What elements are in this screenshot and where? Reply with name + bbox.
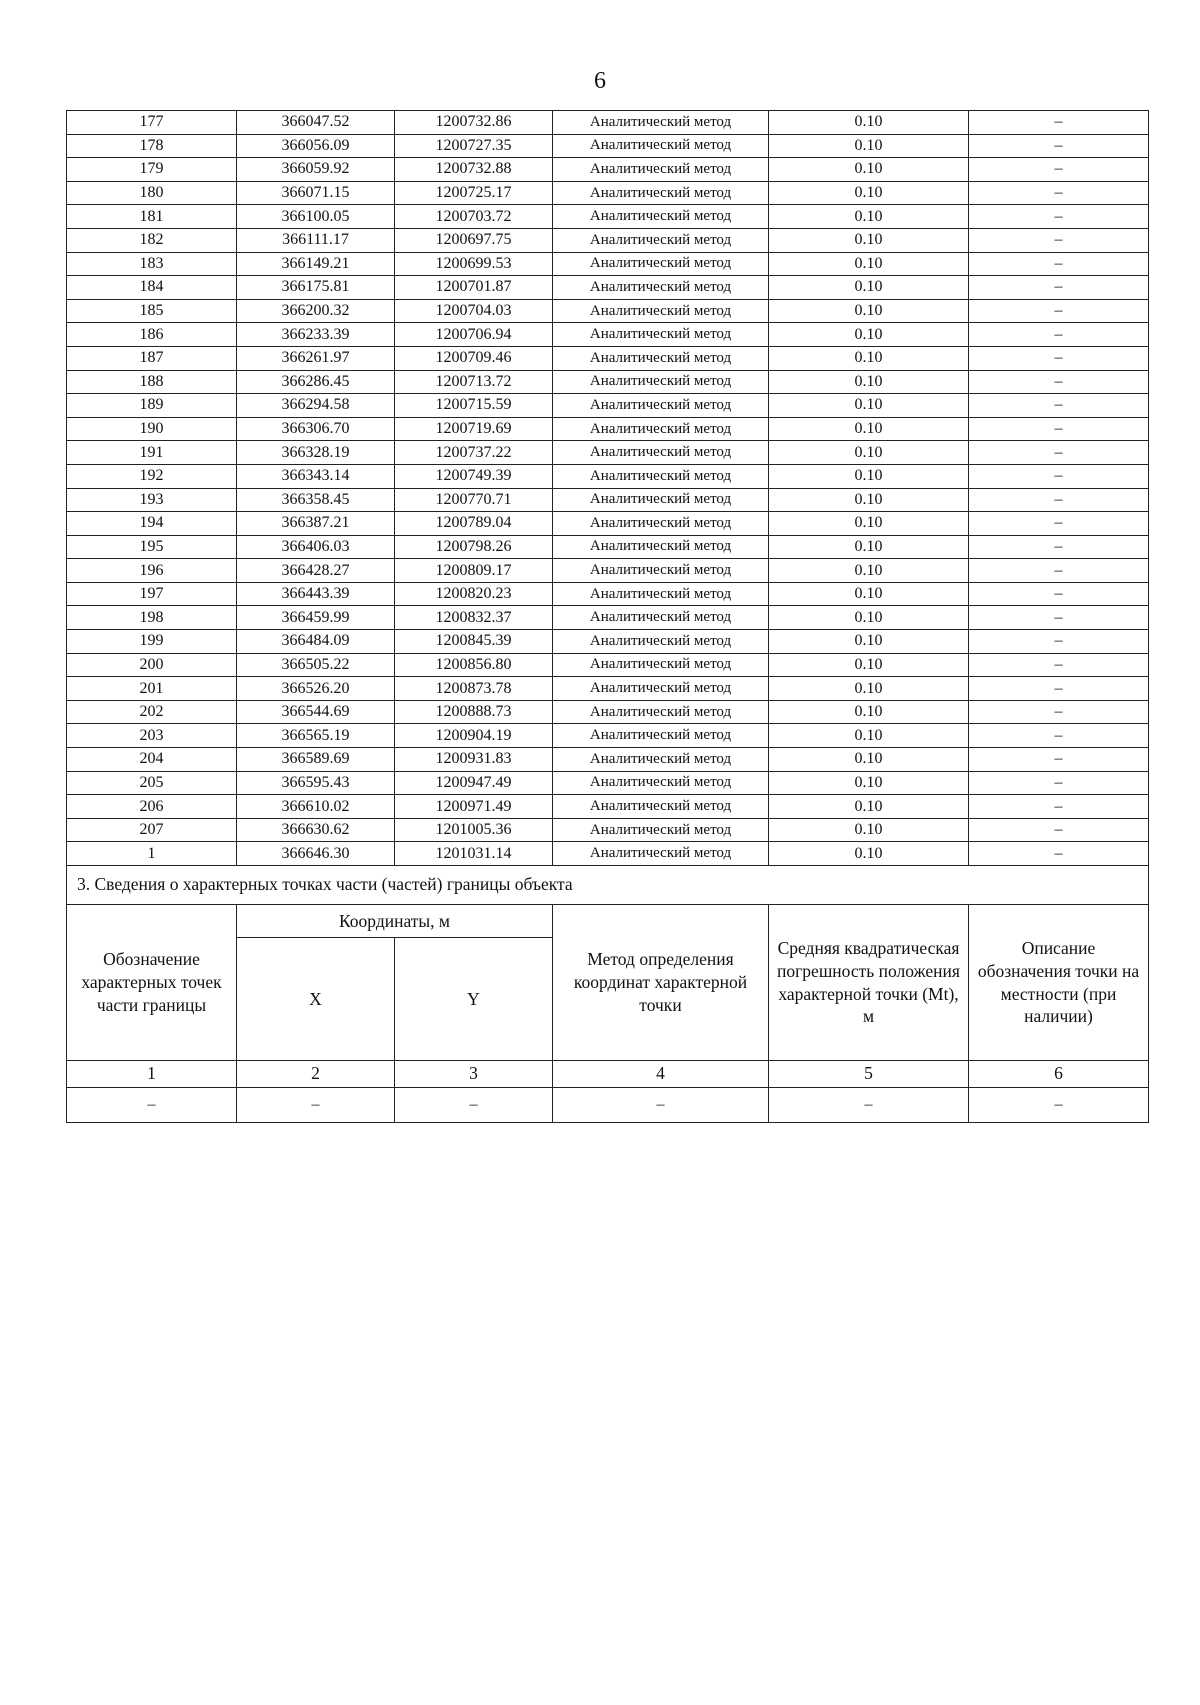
- point-number-cell: 186: [67, 323, 237, 347]
- point-number-cell: 187: [67, 346, 237, 370]
- header-designation: Обозначение характерных точек части границы: [67, 905, 237, 1061]
- point-number-cell: 188: [67, 370, 237, 394]
- point-number-cell: 1: [67, 842, 237, 866]
- coord-x-cell: 366544.69: [237, 700, 395, 724]
- accuracy-cell: 0.10: [769, 464, 969, 488]
- method-cell: Аналитический метод: [553, 748, 769, 772]
- coord-x-cell: 366100.05: [237, 205, 395, 229]
- method-cell: Аналитический метод: [553, 464, 769, 488]
- table-row: [67, 228, 1149, 252]
- description-cell: –: [969, 370, 1149, 394]
- coord-x-cell: 366565.19: [237, 724, 395, 748]
- accuracy-cell: 0.10: [769, 370, 969, 394]
- point-number-cell: 203: [67, 724, 237, 748]
- description-cell: –: [969, 464, 1149, 488]
- accuracy-cell: 0.10: [769, 771, 969, 795]
- column-number: 1: [67, 1061, 237, 1088]
- coord-y-cell: 1200770.71: [395, 488, 553, 512]
- table-row: [67, 111, 1149, 135]
- header-coords: Координаты, м: [237, 905, 553, 938]
- description-cell: –: [969, 134, 1149, 158]
- accuracy-cell: 0.10: [769, 700, 969, 724]
- coord-x-cell: 366459.99: [237, 606, 395, 630]
- coord-x-cell: 366233.39: [237, 323, 395, 347]
- table-row: [67, 370, 1149, 394]
- point-number-cell: 199: [67, 630, 237, 654]
- coord-y-cell: 1200856.80: [395, 653, 553, 677]
- table-row: [67, 299, 1149, 323]
- column-number: 2: [237, 1061, 395, 1088]
- coord-x-cell: 366071.15: [237, 181, 395, 205]
- method-cell: Аналитический метод: [553, 441, 769, 465]
- coord-x-cell: 366286.45: [237, 370, 395, 394]
- column-number: 3: [395, 1061, 553, 1088]
- method-cell: Аналитический метод: [553, 842, 769, 866]
- method-cell: Аналитический метод: [553, 795, 769, 819]
- point-number-cell: 192: [67, 464, 237, 488]
- method-cell: Аналитический метод: [553, 111, 769, 135]
- coord-y-cell: 1200971.49: [395, 795, 553, 819]
- table-row: [67, 748, 1149, 772]
- coord-x-cell: 366630.62: [237, 818, 395, 842]
- point-number-cell: 196: [67, 559, 237, 583]
- coord-x-cell: 366328.19: [237, 441, 395, 465]
- point-number-cell: 182: [67, 228, 237, 252]
- coord-y-cell: 1200904.19: [395, 724, 553, 748]
- accuracy-cell: 0.10: [769, 158, 969, 182]
- table-row: [67, 158, 1149, 182]
- coord-y-cell: 1200725.17: [395, 181, 553, 205]
- coord-x-cell: 366294.58: [237, 394, 395, 418]
- description-cell: –: [969, 748, 1149, 772]
- accuracy-cell: 0.10: [769, 134, 969, 158]
- coordinates-table: [66, 110, 1149, 1123]
- accuracy-cell: 0.10: [769, 488, 969, 512]
- point-number-cell: 194: [67, 512, 237, 536]
- coord-y-cell: 1200719.69: [395, 417, 553, 441]
- coord-x-cell: 366505.22: [237, 653, 395, 677]
- method-cell: Аналитический метод: [553, 417, 769, 441]
- table-row: [67, 346, 1149, 370]
- coord-y-cell: 1200888.73: [395, 700, 553, 724]
- coord-y-cell: 1200789.04: [395, 512, 553, 536]
- point-number-cell: 185: [67, 299, 237, 323]
- point-number-cell: 183: [67, 252, 237, 276]
- accuracy-cell: 0.10: [769, 795, 969, 819]
- description-cell: –: [969, 158, 1149, 182]
- point-number-cell: 201: [67, 677, 237, 701]
- accuracy-cell: 0.10: [769, 417, 969, 441]
- point-number-cell: 206: [67, 795, 237, 819]
- accuracy-cell: 0.10: [769, 559, 969, 583]
- method-cell: Аналитический метод: [553, 771, 769, 795]
- coord-y-cell: 1200706.94: [395, 323, 553, 347]
- method-cell: Аналитический метод: [553, 370, 769, 394]
- table-row: [67, 181, 1149, 205]
- coord-x-cell: 366343.14: [237, 464, 395, 488]
- accuracy-cell: 0.10: [769, 535, 969, 559]
- description-cell: –: [969, 582, 1149, 606]
- description-cell: –: [969, 441, 1149, 465]
- coord-x-cell: 366358.45: [237, 488, 395, 512]
- description-cell: –: [969, 700, 1149, 724]
- coord-y-cell: 1200713.72: [395, 370, 553, 394]
- coord-y-cell: 1200820.23: [395, 582, 553, 606]
- coord-x-cell: 366387.21: [237, 512, 395, 536]
- header-x: X: [237, 938, 395, 1061]
- coord-y-cell: 1200873.78: [395, 677, 553, 701]
- coord-y-cell: 1200809.17: [395, 559, 553, 583]
- description-cell: –: [969, 606, 1149, 630]
- method-cell: Аналитический метод: [553, 512, 769, 536]
- accuracy-cell: 0.10: [769, 205, 969, 229]
- empty-data-row: [67, 1088, 1149, 1123]
- method-cell: Аналитический метод: [553, 134, 769, 158]
- description-cell: –: [969, 512, 1149, 536]
- description-cell: –: [969, 323, 1149, 347]
- point-number-cell: 193: [67, 488, 237, 512]
- accuracy-cell: 0.10: [769, 111, 969, 135]
- coord-y-cell: 1200749.39: [395, 464, 553, 488]
- accuracy-cell: 0.10: [769, 653, 969, 677]
- header-accuracy: Средняя квадратическая погрешность положения характерной точки (Mt), м: [769, 905, 969, 1061]
- description-cell: –: [969, 181, 1149, 205]
- point-number-cell: 191: [67, 441, 237, 465]
- accuracy-cell: 0.10: [769, 323, 969, 347]
- accuracy-cell: 0.10: [769, 394, 969, 418]
- accuracy-cell: 0.10: [769, 512, 969, 536]
- coord-x-cell: 366484.09: [237, 630, 395, 654]
- accuracy-cell: 0.10: [769, 299, 969, 323]
- method-cell: Аналитический метод: [553, 630, 769, 654]
- coord-x-cell: 366200.32: [237, 299, 395, 323]
- coord-y-cell: 1201031.14: [395, 842, 553, 866]
- description-cell: –: [969, 417, 1149, 441]
- table-row: [67, 535, 1149, 559]
- empty-cell: –: [67, 1088, 237, 1123]
- page-number: 6: [594, 68, 606, 94]
- description-cell: –: [969, 771, 1149, 795]
- coord-y-cell: 1200715.59: [395, 394, 553, 418]
- column-number: 4: [553, 1061, 769, 1088]
- table-row: [67, 464, 1149, 488]
- empty-cell: –: [395, 1088, 553, 1123]
- empty-cell: –: [237, 1088, 395, 1123]
- method-cell: Аналитический метод: [553, 299, 769, 323]
- header-y: Y: [395, 938, 553, 1061]
- table-row: [67, 323, 1149, 347]
- coord-y-cell: 1200701.87: [395, 276, 553, 300]
- table-row: [67, 606, 1149, 630]
- description-cell: –: [969, 535, 1149, 559]
- coord-x-cell: 366175.81: [237, 276, 395, 300]
- coord-y-cell: 1200703.72: [395, 205, 553, 229]
- accuracy-cell: 0.10: [769, 677, 969, 701]
- coord-y-cell: 1200727.35: [395, 134, 553, 158]
- coord-x-cell: 366261.97: [237, 346, 395, 370]
- point-number-cell: 200: [67, 653, 237, 677]
- method-cell: Аналитический метод: [553, 677, 769, 701]
- header-description: Описание обозначения точки на местности (при наличии): [969, 905, 1149, 1061]
- method-cell: Аналитический метод: [553, 228, 769, 252]
- table-row: [67, 441, 1149, 465]
- table-row: [67, 512, 1149, 536]
- point-number-cell: 177: [67, 111, 237, 135]
- point-number-cell: 178: [67, 134, 237, 158]
- coord-x-cell: 366149.21: [237, 252, 395, 276]
- document-sheet: [66, 110, 1148, 1123]
- empty-cell: –: [553, 1088, 769, 1123]
- accuracy-cell: 0.10: [769, 228, 969, 252]
- coord-x-cell: 366428.27: [237, 559, 395, 583]
- method-cell: Аналитический метод: [553, 724, 769, 748]
- empty-cell: –: [769, 1088, 969, 1123]
- coord-x-cell: 366306.70: [237, 417, 395, 441]
- table-row: [67, 394, 1149, 418]
- coord-y-cell: 1200732.86: [395, 111, 553, 135]
- table-row: [67, 700, 1149, 724]
- coord-y-cell: 1201005.36: [395, 818, 553, 842]
- table-row: [67, 677, 1149, 701]
- table-row: [67, 276, 1149, 300]
- table-row: [67, 842, 1149, 866]
- point-number-cell: 198: [67, 606, 237, 630]
- method-cell: Аналитический метод: [553, 323, 769, 347]
- description-cell: –: [969, 842, 1149, 866]
- section3-title: 3. Сведения о характерных точках части (частей) границы объекта: [67, 866, 1149, 905]
- description-cell: –: [969, 630, 1149, 654]
- description-cell: –: [969, 795, 1149, 819]
- coord-x-cell: 366589.69: [237, 748, 395, 772]
- column-numbers-row: [67, 1061, 1149, 1088]
- coord-y-cell: 1200845.39: [395, 630, 553, 654]
- method-cell: Аналитический метод: [553, 181, 769, 205]
- description-cell: –: [969, 228, 1149, 252]
- description-cell: –: [969, 559, 1149, 583]
- accuracy-cell: 0.10: [769, 441, 969, 465]
- description-cell: –: [969, 346, 1149, 370]
- table-row: [67, 795, 1149, 819]
- description-cell: –: [969, 818, 1149, 842]
- coord-y-cell: 1200798.26: [395, 535, 553, 559]
- description-cell: –: [969, 111, 1149, 135]
- table-row: [67, 252, 1149, 276]
- accuracy-cell: 0.10: [769, 181, 969, 205]
- method-cell: Аналитический метод: [553, 346, 769, 370]
- table-row: [67, 771, 1149, 795]
- accuracy-cell: 0.10: [769, 748, 969, 772]
- accuracy-cell: 0.10: [769, 842, 969, 866]
- description-cell: –: [969, 252, 1149, 276]
- method-cell: Аналитический метод: [553, 559, 769, 583]
- method-cell: Аналитический метод: [553, 582, 769, 606]
- table-row: [67, 205, 1149, 229]
- coord-y-cell: 1200732.88: [395, 158, 553, 182]
- method-cell: Аналитический метод: [553, 535, 769, 559]
- table-row: [67, 582, 1149, 606]
- coord-y-cell: 1200947.49: [395, 771, 553, 795]
- coord-x-cell: 366047.52: [237, 111, 395, 135]
- point-number-cell: 195: [67, 535, 237, 559]
- description-cell: –: [969, 677, 1149, 701]
- accuracy-cell: 0.10: [769, 818, 969, 842]
- coord-y-cell: 1200699.53: [395, 252, 553, 276]
- description-cell: –: [969, 653, 1149, 677]
- coord-y-cell: 1200709.46: [395, 346, 553, 370]
- accuracy-cell: 0.10: [769, 346, 969, 370]
- point-number-cell: 204: [67, 748, 237, 772]
- coord-x-cell: 366526.20: [237, 677, 395, 701]
- method-cell: Аналитический метод: [553, 700, 769, 724]
- description-cell: –: [969, 724, 1149, 748]
- table-row: [67, 818, 1149, 842]
- accuracy-cell: 0.10: [769, 252, 969, 276]
- coord-x-cell: 366056.09: [237, 134, 395, 158]
- method-cell: Аналитический метод: [553, 158, 769, 182]
- coord-x-cell: 366059.92: [237, 158, 395, 182]
- method-cell: Аналитический метод: [553, 252, 769, 276]
- coord-y-cell: 1200832.37: [395, 606, 553, 630]
- method-cell: Аналитический метод: [553, 205, 769, 229]
- table-row: [67, 559, 1149, 583]
- table-row: [67, 134, 1149, 158]
- description-cell: –: [969, 205, 1149, 229]
- table-row: [67, 653, 1149, 677]
- column-number: 5: [769, 1061, 969, 1088]
- accuracy-cell: 0.10: [769, 276, 969, 300]
- accuracy-cell: 0.10: [769, 630, 969, 654]
- point-number-cell: 180: [67, 181, 237, 205]
- coord-x-cell: 366595.43: [237, 771, 395, 795]
- table-row: [67, 630, 1149, 654]
- header-method: Метод определения координат характерной точки: [553, 905, 769, 1061]
- point-number-cell: 207: [67, 818, 237, 842]
- column-number: 6: [969, 1061, 1149, 1088]
- accuracy-cell: 0.10: [769, 582, 969, 606]
- point-number-cell: 202: [67, 700, 237, 724]
- coord-x-cell: 366610.02: [237, 795, 395, 819]
- point-number-cell: 205: [67, 771, 237, 795]
- table-row: [67, 724, 1149, 748]
- description-cell: –: [969, 394, 1149, 418]
- method-cell: Аналитический метод: [553, 606, 769, 630]
- point-number-cell: 181: [67, 205, 237, 229]
- point-number-cell: 190: [67, 417, 237, 441]
- coord-y-cell: 1200931.83: [395, 748, 553, 772]
- table-row: [67, 488, 1149, 512]
- table-row: [67, 417, 1149, 441]
- points-table-body: [67, 111, 1149, 866]
- point-number-cell: 184: [67, 276, 237, 300]
- description-cell: –: [969, 488, 1149, 512]
- coord-x-cell: 366406.03: [237, 535, 395, 559]
- point-number-cell: 197: [67, 582, 237, 606]
- coord-y-cell: 1200697.75: [395, 228, 553, 252]
- method-cell: Аналитический метод: [553, 818, 769, 842]
- section3-table-body: [67, 866, 1149, 1123]
- coord-x-cell: 366646.30: [237, 842, 395, 866]
- accuracy-cell: 0.10: [769, 606, 969, 630]
- method-cell: Аналитический метод: [553, 276, 769, 300]
- method-cell: Аналитический метод: [553, 488, 769, 512]
- point-number-cell: 189: [67, 394, 237, 418]
- method-cell: Аналитический метод: [553, 653, 769, 677]
- method-cell: Аналитический метод: [553, 394, 769, 418]
- description-cell: –: [969, 299, 1149, 323]
- coord-x-cell: 366443.39: [237, 582, 395, 606]
- coord-y-cell: 1200704.03: [395, 299, 553, 323]
- accuracy-cell: 0.10: [769, 724, 969, 748]
- empty-cell: –: [969, 1088, 1149, 1123]
- point-number-cell: 179: [67, 158, 237, 182]
- description-cell: –: [969, 276, 1149, 300]
- coord-y-cell: 1200737.22: [395, 441, 553, 465]
- coord-x-cell: 366111.17: [237, 228, 395, 252]
